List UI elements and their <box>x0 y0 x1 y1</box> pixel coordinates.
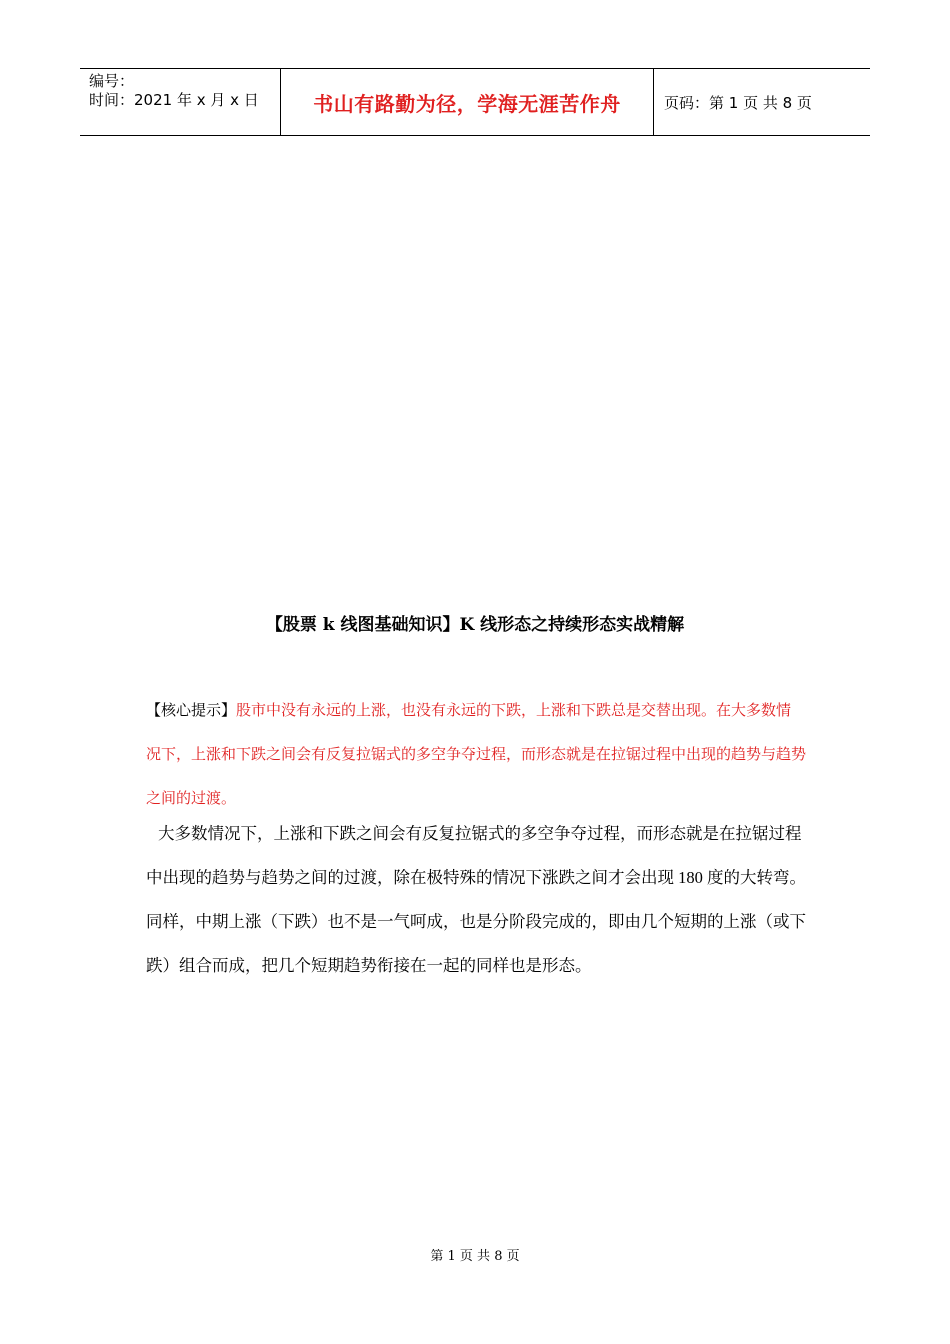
core-tip-label: 【核心提示】 <box>146 701 237 719</box>
date-label: 时间：2021 年 x 月 x 日 <box>89 91 259 109</box>
serial-number-label: 编号： <box>89 72 135 90</box>
document-title: 【股票 k 线图基础知识】K 线形态之持续形态实战精解 <box>265 615 685 635</box>
header-table <box>80 68 870 136</box>
footer-page-number: 第 1 页 共 8 页 <box>430 1249 520 1264</box>
header-motto: 书山有路勤为径，学海无涯苦作舟 <box>313 91 621 116</box>
header-page-number: 页码：第 1 页 共 8 页 <box>664 93 812 112</box>
header-motto-cell <box>281 69 654 135</box>
core-tip-paragraph <box>146 688 806 820</box>
body-paragraph: 大多数情况下，上涨和下跌之间会有反复拉锯式的多空争夺过程，而形态就是在拉锯过程中出现的趋势与趋势之间的过渡，除在极特殊的情况下涨跌之间才会出现 180 度的大转弯。同样，中期上涨（下跌）也不是一气呵成，也是分阶段完成的，即由几个短期的上涨（或下跌）组合而成，把几个短期趋势衔接在一起的同样也是形态。 <box>146 824 806 975</box>
header-page-cell <box>654 69 870 135</box>
header-info-cell <box>80 69 281 135</box>
core-tip-text: 股市中没有永远的上涨，也没有永远的下跌，上涨和下跌总是交替出现。在大多数情况下，上涨和下跌之间会有反复拉锯式的多空争夺过程，而形态就是在拉锯过程中出现的趋势与趋势之间的过渡。 <box>146 701 807 807</box>
